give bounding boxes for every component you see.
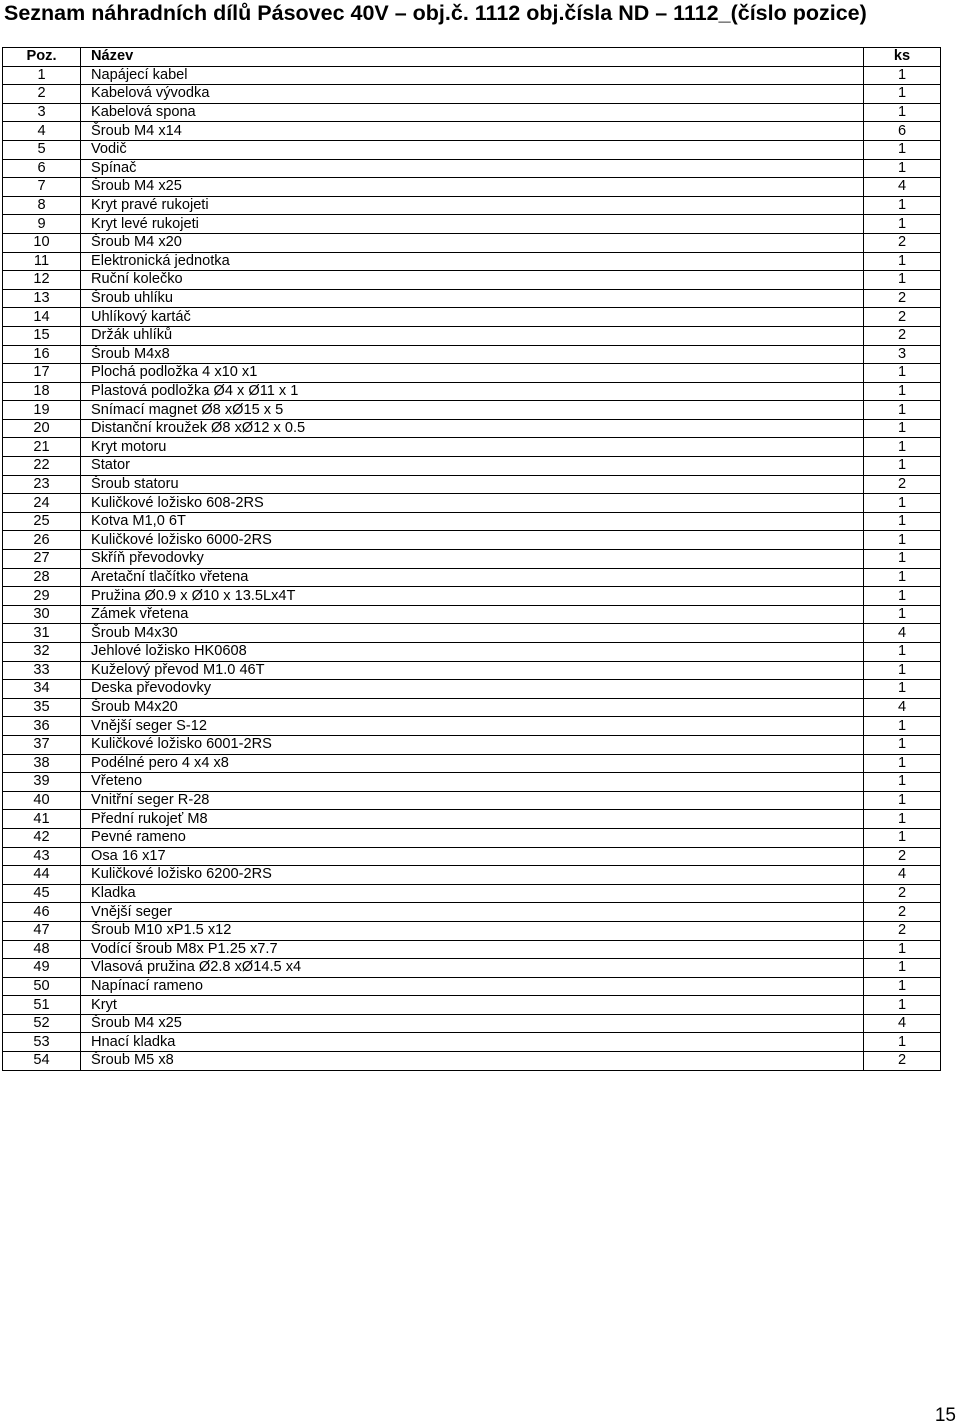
cell-name: Šroub M4x20 <box>81 698 864 717</box>
cell-position: 48 <box>3 940 81 959</box>
table-row <box>3 680 941 699</box>
table-row <box>3 103 941 122</box>
table-row <box>3 959 941 978</box>
table-row <box>3 122 941 141</box>
cell-name: Držák uhlíků <box>81 326 864 345</box>
cell-name: Hnací kladka <box>81 1033 864 1052</box>
cell-quantity: 4 <box>864 698 941 717</box>
cell-quantity: 3 <box>864 345 941 364</box>
cell-position: 53 <box>3 1033 81 1052</box>
cell-quantity: 1 <box>864 550 941 569</box>
cell-name: Kryt levé rukojeti <box>81 215 864 234</box>
cell-position: 10 <box>3 233 81 252</box>
cell-quantity: 4 <box>864 624 941 643</box>
cell-name: Kabelová spona <box>81 103 864 122</box>
table-row <box>3 754 941 773</box>
cell-position: 21 <box>3 438 81 457</box>
table-row <box>3 921 941 940</box>
cell-position: 2 <box>3 85 81 104</box>
table-row <box>3 85 941 104</box>
cell-quantity: 1 <box>864 977 941 996</box>
cell-quantity: 1 <box>864 717 941 736</box>
cell-position: 43 <box>3 847 81 866</box>
table-row <box>3 494 941 513</box>
table-row <box>3 866 941 885</box>
cell-name: Kuličkové ložisko 6000-2RS <box>81 531 864 550</box>
cell-quantity: 4 <box>864 1014 941 1033</box>
cell-name: Plastová podložka Ø4 x Ø11 x 1 <box>81 382 864 401</box>
table-row <box>3 382 941 401</box>
cell-quantity: 2 <box>864 847 941 866</box>
cell-quantity: 1 <box>864 680 941 699</box>
cell-position: 39 <box>3 773 81 792</box>
cell-position: 51 <box>3 996 81 1015</box>
cell-position: 11 <box>3 252 81 271</box>
table-row <box>3 550 941 569</box>
cell-position: 50 <box>3 977 81 996</box>
cell-position: 33 <box>3 661 81 680</box>
cell-quantity: 1 <box>864 401 941 420</box>
cell-quantity: 1 <box>864 1033 941 1052</box>
cell-quantity: 1 <box>864 364 941 383</box>
table-row <box>3 903 941 922</box>
cell-position: 37 <box>3 735 81 754</box>
table-row <box>3 215 941 234</box>
cell-name: Kuličkové ložisko 6001-2RS <box>81 735 864 754</box>
cell-quantity: 1 <box>864 196 941 215</box>
cell-quantity: 1 <box>864 271 941 290</box>
cell-quantity: 2 <box>864 326 941 345</box>
cell-quantity: 1 <box>864 457 941 476</box>
cell-name: Plochá podložka 4 x10 x1 <box>81 364 864 383</box>
table-row <box>3 475 941 494</box>
cell-position: 18 <box>3 382 81 401</box>
cell-name: Kryt pravé rukojeti <box>81 196 864 215</box>
cell-name: Elektronická jednotka <box>81 252 864 271</box>
cell-name: Vlasová pružina Ø2.8 xØ14.5 x4 <box>81 959 864 978</box>
table-row <box>3 977 941 996</box>
cell-quantity: 1 <box>864 215 941 234</box>
cell-quantity: 1 <box>864 494 941 513</box>
cell-position: 47 <box>3 921 81 940</box>
table-row <box>3 587 941 606</box>
cell-quantity: 1 <box>864 512 941 531</box>
cell-position: 38 <box>3 754 81 773</box>
cell-name: Kryt <box>81 996 864 1015</box>
cell-name: Šroub M4x30 <box>81 624 864 643</box>
cell-position: 44 <box>3 866 81 885</box>
cell-name: Kabelová vývodka <box>81 85 864 104</box>
cell-position: 34 <box>3 680 81 699</box>
cell-position: 8 <box>3 196 81 215</box>
cell-position: 5 <box>3 140 81 159</box>
cell-name: Šroub M4 x25 <box>81 1014 864 1033</box>
cell-position: 19 <box>3 401 81 420</box>
cell-name: Osa 16 x17 <box>81 847 864 866</box>
cell-quantity: 1 <box>864 103 941 122</box>
cell-quantity: 1 <box>864 940 941 959</box>
cell-quantity: 1 <box>864 66 941 85</box>
cell-name: Vnější seger <box>81 903 864 922</box>
cell-position: 30 <box>3 605 81 624</box>
cell-position: 16 <box>3 345 81 364</box>
cell-quantity: 1 <box>864 754 941 773</box>
cell-position: 3 <box>3 103 81 122</box>
cell-name: Aretační tlačítko vřetena <box>81 568 864 587</box>
table-row <box>3 289 941 308</box>
table-row <box>3 512 941 531</box>
cell-position: 9 <box>3 215 81 234</box>
cell-position: 4 <box>3 122 81 141</box>
parts-table-body <box>3 66 941 1070</box>
cell-quantity: 4 <box>864 178 941 197</box>
table-row <box>3 66 941 85</box>
table-row <box>3 271 941 290</box>
table-row <box>3 178 941 197</box>
cell-name: Vřeteno <box>81 773 864 792</box>
cell-position: 25 <box>3 512 81 531</box>
cell-position: 40 <box>3 791 81 810</box>
cell-quantity: 4 <box>864 866 941 885</box>
cell-name: Snímací magnet Ø8 xØ15 x 5 <box>81 401 864 420</box>
table-row <box>3 438 941 457</box>
cell-name: Napínací rameno <box>81 977 864 996</box>
cell-position: 26 <box>3 531 81 550</box>
page-number: 15 <box>934 1405 956 1426</box>
cell-position: 28 <box>3 568 81 587</box>
page-title: Seznam náhradních dílů Pásovec 40V – obj.č. 1112 obj.čísla ND – 1112_(číslo pozice) <box>4 1 867 25</box>
cell-quantity: 1 <box>864 568 941 587</box>
table-row <box>3 773 941 792</box>
table-row <box>3 401 941 420</box>
cell-quantity: 2 <box>864 903 941 922</box>
cell-name: Kotva M1,0 6T <box>81 512 864 531</box>
cell-quantity: 1 <box>864 643 941 662</box>
cell-position: 42 <box>3 828 81 847</box>
table-row <box>3 233 941 252</box>
cell-position: 27 <box>3 550 81 569</box>
cell-position: 54 <box>3 1052 81 1071</box>
cell-quantity: 1 <box>864 159 941 178</box>
header-position: Poz. <box>3 48 81 67</box>
table-row <box>3 308 941 327</box>
table-row <box>3 568 941 587</box>
cell-position: 29 <box>3 587 81 606</box>
cell-name: Pevné rameno <box>81 828 864 847</box>
cell-quantity: 1 <box>864 382 941 401</box>
table-row <box>3 735 941 754</box>
cell-name: Šroub M4 x20 <box>81 233 864 252</box>
cell-name: Přední rukojeť M8 <box>81 810 864 829</box>
table-row <box>3 996 941 1015</box>
cell-name: Kryt motoru <box>81 438 864 457</box>
cell-quantity: 2 <box>864 289 941 308</box>
cell-name: Jehlové ložisko HK0608 <box>81 643 864 662</box>
table-header-row <box>3 48 941 67</box>
table-row <box>3 457 941 476</box>
cell-quantity: 1 <box>864 531 941 550</box>
cell-name: Šroub M4x8 <box>81 345 864 364</box>
table-row <box>3 828 941 847</box>
table-row <box>3 345 941 364</box>
table-row <box>3 810 941 829</box>
cell-name: Vodící šroub M8x P1.25 x7.7 <box>81 940 864 959</box>
table-row <box>3 624 941 643</box>
cell-position: 17 <box>3 364 81 383</box>
cell-position: 45 <box>3 884 81 903</box>
cell-position: 23 <box>3 475 81 494</box>
header-quantity: ks <box>864 48 941 67</box>
cell-name: Vodič <box>81 140 864 159</box>
cell-quantity: 1 <box>864 791 941 810</box>
table-row <box>3 698 941 717</box>
cell-quantity: 2 <box>864 921 941 940</box>
table-row <box>3 1052 941 1071</box>
cell-quantity: 2 <box>864 308 941 327</box>
cell-position: 1 <box>3 66 81 85</box>
cell-position: 7 <box>3 178 81 197</box>
cell-name: Šroub M5 x8 <box>81 1052 864 1071</box>
cell-quantity: 1 <box>864 661 941 680</box>
cell-quantity: 1 <box>864 996 941 1015</box>
cell-quantity: 1 <box>864 605 941 624</box>
cell-name: Šroub M4 x25 <box>81 178 864 197</box>
table-row <box>3 661 941 680</box>
cell-name: Skříň převodovky <box>81 550 864 569</box>
cell-position: 32 <box>3 643 81 662</box>
cell-name: Vnější seger S-12 <box>81 717 864 736</box>
cell-quantity: 1 <box>864 587 941 606</box>
table-row <box>3 940 941 959</box>
cell-name: Šroub statoru <box>81 475 864 494</box>
cell-position: 46 <box>3 903 81 922</box>
cell-quantity: 6 <box>864 122 941 141</box>
cell-position: 31 <box>3 624 81 643</box>
table-row <box>3 1033 941 1052</box>
table-row <box>3 531 941 550</box>
cell-position: 15 <box>3 326 81 345</box>
cell-quantity: 1 <box>864 773 941 792</box>
cell-name: Vnitřní seger R-28 <box>81 791 864 810</box>
table-row <box>3 1014 941 1033</box>
table-row <box>3 847 941 866</box>
cell-quantity: 1 <box>864 438 941 457</box>
table-row <box>3 791 941 810</box>
table-row <box>3 196 941 215</box>
cell-name: Zámek vřetena <box>81 605 864 624</box>
cell-name: Napájecí kabel <box>81 66 864 85</box>
cell-position: 13 <box>3 289 81 308</box>
cell-quantity: 2 <box>864 475 941 494</box>
cell-name: Kuličkové ložisko 6200-2RS <box>81 866 864 885</box>
cell-name: Deska převodovky <box>81 680 864 699</box>
table-row <box>3 717 941 736</box>
cell-position: 6 <box>3 159 81 178</box>
cell-quantity: 2 <box>864 1052 941 1071</box>
cell-name: Distanční kroužek Ø8 xØ12 x 0.5 <box>81 419 864 438</box>
cell-position: 24 <box>3 494 81 513</box>
cell-name: Ruční kolečko <box>81 271 864 290</box>
header-name: Název <box>81 48 864 67</box>
cell-position: 52 <box>3 1014 81 1033</box>
cell-quantity: 1 <box>864 810 941 829</box>
cell-name: Pružina Ø0.9 x Ø10 x 13.5Lx4T <box>81 587 864 606</box>
cell-position: 12 <box>3 271 81 290</box>
cell-name: Kladka <box>81 884 864 903</box>
cell-name: Spínač <box>81 159 864 178</box>
cell-name: Uhlíkový kartáč <box>81 308 864 327</box>
table-row <box>3 884 941 903</box>
table-row <box>3 159 941 178</box>
cell-quantity: 1 <box>864 735 941 754</box>
cell-name: Šroub M10 xP1.5 x12 <box>81 921 864 940</box>
cell-position: 20 <box>3 419 81 438</box>
cell-quantity: 2 <box>864 884 941 903</box>
cell-quantity: 1 <box>864 140 941 159</box>
cell-quantity: 1 <box>864 419 941 438</box>
table-row <box>3 364 941 383</box>
cell-position: 36 <box>3 717 81 736</box>
cell-name: Stator <box>81 457 864 476</box>
cell-quantity: 1 <box>864 252 941 271</box>
cell-quantity: 1 <box>864 828 941 847</box>
cell-name: Šroub uhlíku <box>81 289 864 308</box>
table-row <box>3 643 941 662</box>
parts-table <box>2 47 941 1071</box>
cell-position: 35 <box>3 698 81 717</box>
cell-name: Kuličkové ložisko 608-2RS <box>81 494 864 513</box>
cell-position: 22 <box>3 457 81 476</box>
cell-name: Podélné pero 4 x4 x8 <box>81 754 864 773</box>
table-row <box>3 140 941 159</box>
cell-name: Šroub M4 x14 <box>81 122 864 141</box>
table-row <box>3 419 941 438</box>
cell-quantity: 1 <box>864 85 941 104</box>
table-row <box>3 252 941 271</box>
cell-position: 14 <box>3 308 81 327</box>
cell-name: Kuželový převod M1.0 46T <box>81 661 864 680</box>
table-row <box>3 326 941 345</box>
cell-quantity: 1 <box>864 959 941 978</box>
cell-quantity: 2 <box>864 233 941 252</box>
table-row <box>3 605 941 624</box>
cell-position: 41 <box>3 810 81 829</box>
cell-position: 49 <box>3 959 81 978</box>
